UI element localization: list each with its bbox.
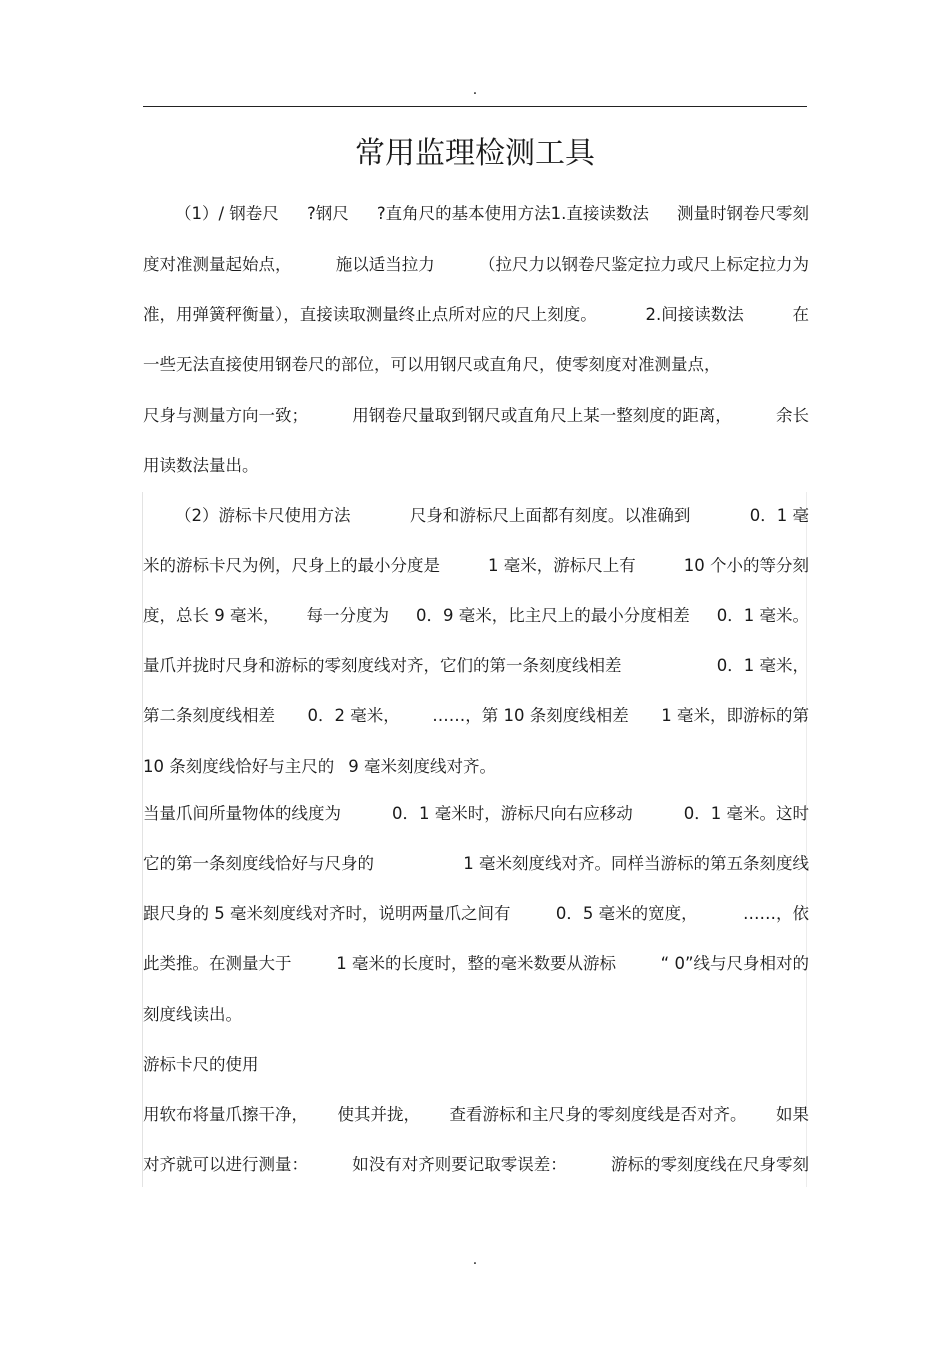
text-segment: 用软布将量爪擦干净， — [143, 1105, 308, 1124]
text-segment: ?直角尺的基本使用方法1.直接读数法 — [376, 204, 649, 223]
text-segment: ……，第 10 条刻度线相差 — [432, 706, 629, 725]
text-segment: ……，依 — [743, 904, 809, 923]
text-segment: 当量爪间所量物体的线度为 — [143, 804, 341, 823]
text-line — [143, 402, 809, 430]
text-segment: 米的游标卡尺为例，尺身上的最小分度是 — [143, 556, 440, 575]
text-line — [143, 900, 809, 928]
text-segment: 度对准测量起始点， — [143, 255, 292, 274]
text-segment: 此类推。在测量大于 — [143, 954, 292, 973]
header-mark: . — [472, 82, 478, 98]
text-line — [175, 502, 809, 530]
text-segment: （1）/ 钢卷尺 — [175, 204, 279, 223]
scan-edge-left — [142, 492, 143, 1187]
text-line — [143, 1001, 809, 1029]
text-segment: 1 毫米，即游标的第 — [661, 706, 809, 725]
text-segment: 0．1 毫米。 — [716, 606, 809, 625]
text-line — [143, 950, 809, 978]
text-line — [143, 1151, 809, 1179]
text-segment: 10 个小的等分刻 — [683, 556, 809, 575]
text-line — [143, 652, 809, 680]
text-segment: 用读数法量出。 — [143, 456, 259, 475]
text-line — [143, 753, 809, 781]
text-line — [143, 850, 809, 878]
text-segment: 查看游标和主尺身的零刻度线是否对齐。 — [449, 1105, 747, 1124]
text-line — [143, 602, 809, 630]
text-segment: 使其并拢， — [337, 1105, 420, 1124]
text-line — [143, 452, 809, 480]
text-line — [143, 351, 809, 379]
text-line — [143, 251, 809, 279]
text-segment: 度，总长 9 毫米， — [143, 606, 280, 625]
text-segment: 9 毫米刻度线对齐。 — [348, 757, 496, 776]
text-segment: 跟尺身的 5 毫米刻度线对齐时，说明两量爪之间有 — [143, 904, 511, 923]
text-line — [143, 1101, 809, 1129]
text-segment: 1 毫米刻度线对齐。同样当游标的第五条刻度线 — [463, 854, 809, 873]
scan-edge-right — [806, 492, 807, 1187]
text-segment: 一些无法直接使用钢卷尺的部位，可以用钢尺或直角尺，使零刻度对准测量点， — [143, 355, 721, 374]
text-segment: 0．1 毫 — [749, 506, 809, 525]
text-segment: 0．5 毫米的宽度， — [555, 904, 698, 923]
text-segment: 0．2 毫米， — [307, 706, 400, 725]
text-segment: （2）游标卡尺使用方法 — [175, 506, 351, 525]
text-segment: 游标的零刻度线在尺身零刻 — [611, 1155, 809, 1174]
text-segment: 0．9 毫米，比主尺上的最小分度相差 — [416, 606, 690, 625]
subheading-text: 游标卡尺的使用 — [143, 1055, 259, 1074]
text-segment: 每一分度为 — [306, 606, 389, 625]
text-segment: 准，用弹簧秤衡量），直接读取测量终止点所对应的尺上刻度。 — [143, 305, 597, 324]
text-segment: （拉尺力以钢卷尺鉴定拉力或尺上标定拉力为 — [479, 255, 809, 274]
text-segment: 用钢卷尺量取到钢尺或直角尺上某一整刻度的距离， — [352, 406, 732, 425]
text-segment: ?钢尺 — [306, 204, 349, 223]
text-segment: 它的第一条刻度线恰好与尺身的 — [143, 854, 374, 873]
text-segment: 第二条刻度线相差 — [143, 706, 275, 725]
text-segment: 如果 — [776, 1105, 809, 1124]
text-segment: 在 — [792, 305, 809, 324]
text-line — [143, 552, 809, 580]
text-segment: 2.间接读数法 — [645, 305, 744, 324]
text-line — [143, 800, 809, 828]
text-segment: 尺身和游标尺上面都有刻度。以准确到 — [409, 506, 691, 525]
text-segment: 1 毫米，游标尺上有 — [488, 556, 636, 575]
text-segment: “ 0”线与尺身相对的 — [660, 954, 809, 973]
document-title: 常用监理检测工具 — [355, 136, 595, 171]
text-segment: 如没有对齐则要记取零误差： — [352, 1155, 567, 1174]
text-segment: 余长 — [776, 406, 809, 425]
text-line — [143, 702, 809, 730]
text-segment: 刻度线读出。 — [143, 1005, 242, 1024]
footer-mark: . — [472, 1252, 478, 1268]
text-segment: 0．1 毫米。这时 — [683, 804, 809, 823]
text-segment: 对齐就可以进行测量： — [143, 1155, 308, 1174]
header-rule — [143, 106, 807, 107]
text-segment: 10 条刻度线恰好与主尺的 — [143, 757, 335, 776]
text-line — [175, 200, 809, 228]
text-line — [143, 301, 809, 329]
text-segment: 1 毫米的长度时，整的毫米数要从游标 — [336, 954, 616, 973]
text-segment: 量爪并拢时尺身和游标的零刻度线对齐，它们的第一条刻度线相差 — [143, 656, 622, 675]
text-segment: 0．1 毫米， — [716, 656, 809, 675]
text-segment: 尺身与测量方向一致； — [143, 406, 308, 425]
text-segment: 测量时钢卷尺零刻 — [676, 204, 809, 223]
text-segment: 施以适当拉力 — [335, 255, 435, 274]
text-segment: 0．1 毫米时，游标尺向右应移动 — [392, 804, 633, 823]
